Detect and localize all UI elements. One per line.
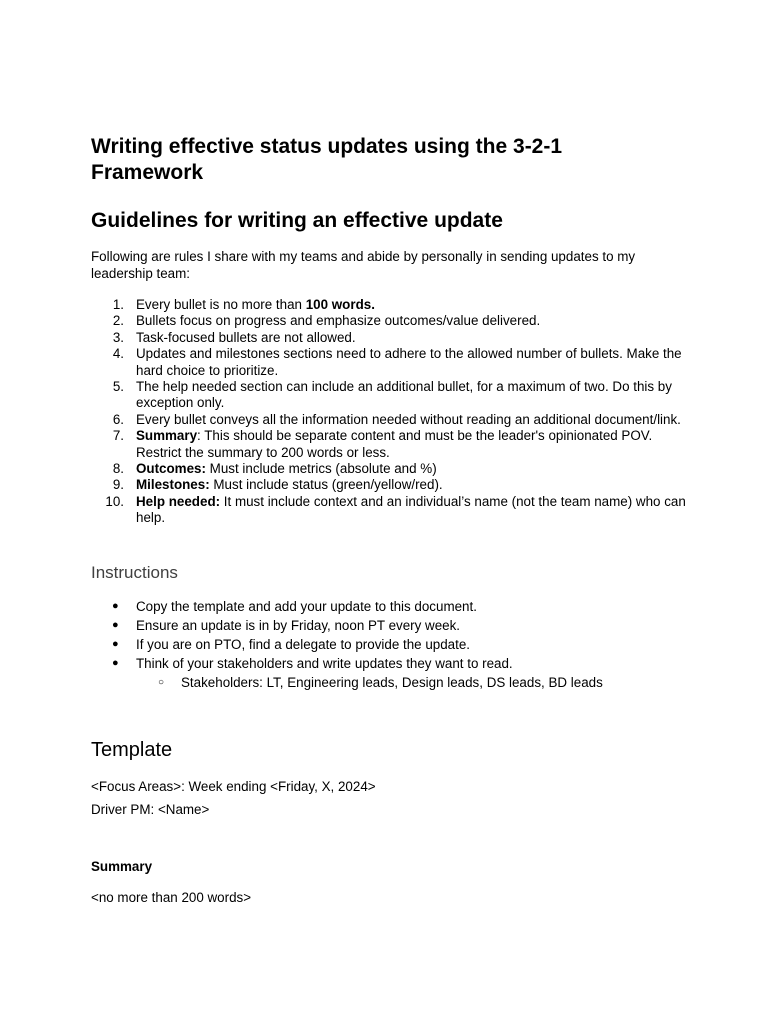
instruction-text: If you are on PTO, find a delegate to provide the update. bbox=[136, 637, 471, 652]
rule-text: It must include context and an individual’s name (not the team name) who can help. bbox=[136, 493, 686, 526]
rule-text: Must include metrics (absolute and %) bbox=[205, 461, 437, 477]
list-number: 6. bbox=[112, 411, 124, 427]
list-item bbox=[91, 494, 691, 527]
list-number: 10. bbox=[105, 493, 124, 509]
template-heading: Template bbox=[91, 739, 173, 761]
instruction-text: Ensure an update is in by Friday, noon PT every week. bbox=[136, 618, 461, 633]
list-number: 7. bbox=[112, 428, 124, 444]
template-driver-line: Driver PM: <Name> bbox=[91, 802, 210, 817]
rules-list bbox=[91, 297, 691, 527]
intro-paragraph: Following are rules I share with my teams and abide by personally in sending updates to my leadership team: bbox=[91, 249, 636, 281]
bullet-icon: ● bbox=[112, 600, 119, 612]
list-item bbox=[91, 635, 691, 654]
rule-text: Every bullet is no more than bbox=[136, 297, 306, 312]
list-number: 8. bbox=[112, 461, 124, 477]
list-number: 9. bbox=[112, 477, 124, 493]
rule-text: Bullets focus on progress and emphasize outcomes/value delivered. bbox=[136, 313, 541, 329]
instruction-text: Copy the template and add your update to this document. bbox=[136, 599, 477, 614]
rule-text: : This should be separate content and must be the leader's opinionated POV. Restrict the summary to 200 words or less. bbox=[136, 428, 653, 460]
bullet-icon: ● bbox=[112, 638, 119, 650]
rule-text: Task-focused bullets are not allowed. bbox=[136, 329, 356, 345]
rule-bold-lead: Milestones: bbox=[136, 477, 210, 493]
list-item bbox=[91, 313, 691, 329]
list-item bbox=[91, 461, 691, 477]
list-item bbox=[91, 297, 691, 313]
list-number: 4. bbox=[112, 346, 124, 362]
rule-bold-tail: 100 words. bbox=[305, 297, 375, 312]
summary-heading: Summary bbox=[91, 859, 153, 874]
list-item bbox=[91, 428, 691, 461]
guidelines-heading: Guidelines for writing an effective update bbox=[91, 209, 503, 232]
list-number: 2. bbox=[112, 313, 124, 329]
rule-text: The help needed section can include an additional bullet, for a maximum of two. Do this by exception only. bbox=[136, 379, 672, 411]
instructions-heading: Instructions bbox=[91, 563, 178, 582]
hollow-bullet-icon: ○ bbox=[158, 677, 165, 688]
rule-text: Updates and milestones sections need to adhere to the allowed number of bullets. Make the hard choice to prioritize. bbox=[136, 346, 682, 378]
sub-list-item bbox=[91, 673, 691, 692]
instructions-list bbox=[91, 597, 691, 692]
list-item bbox=[91, 654, 691, 673]
document-title: Writing effective status updates using the 3-2-1 Framework bbox=[91, 135, 563, 184]
list-item bbox=[91, 477, 691, 493]
rule-bold-lead: Outcomes: bbox=[136, 461, 206, 477]
list-item bbox=[91, 330, 691, 346]
instruction-sub-text: Stakeholders: LT, Engineering leads, Design leads, DS leads, BD leads bbox=[181, 675, 603, 690]
rule-bold-lead: Help needed: bbox=[136, 493, 221, 509]
bullet-icon: ● bbox=[112, 657, 119, 669]
list-item bbox=[91, 346, 691, 379]
list-number: 3. bbox=[112, 329, 124, 345]
list-item bbox=[91, 616, 691, 635]
rule-bold-lead: Summary bbox=[136, 428, 198, 444]
list-item bbox=[91, 379, 691, 412]
list-number: 1. bbox=[112, 297, 124, 312]
list-item bbox=[91, 412, 691, 428]
bullet-icon: ● bbox=[112, 619, 119, 631]
rule-text: Every bullet conveys all the information needed without reading an additional document/link. bbox=[136, 411, 681, 427]
instruction-text: Think of your stakeholders and write updates they want to read. bbox=[136, 656, 513, 671]
list-number: 5. bbox=[112, 379, 124, 395]
summary-placeholder: <no more than 200 words> bbox=[91, 890, 252, 905]
list-item bbox=[91, 597, 691, 616]
rule-text: Must include status (green/yellow/red). bbox=[209, 477, 443, 493]
template-focus-line: <Focus Areas>: Week ending <Friday, X, 2024> bbox=[91, 779, 376, 794]
